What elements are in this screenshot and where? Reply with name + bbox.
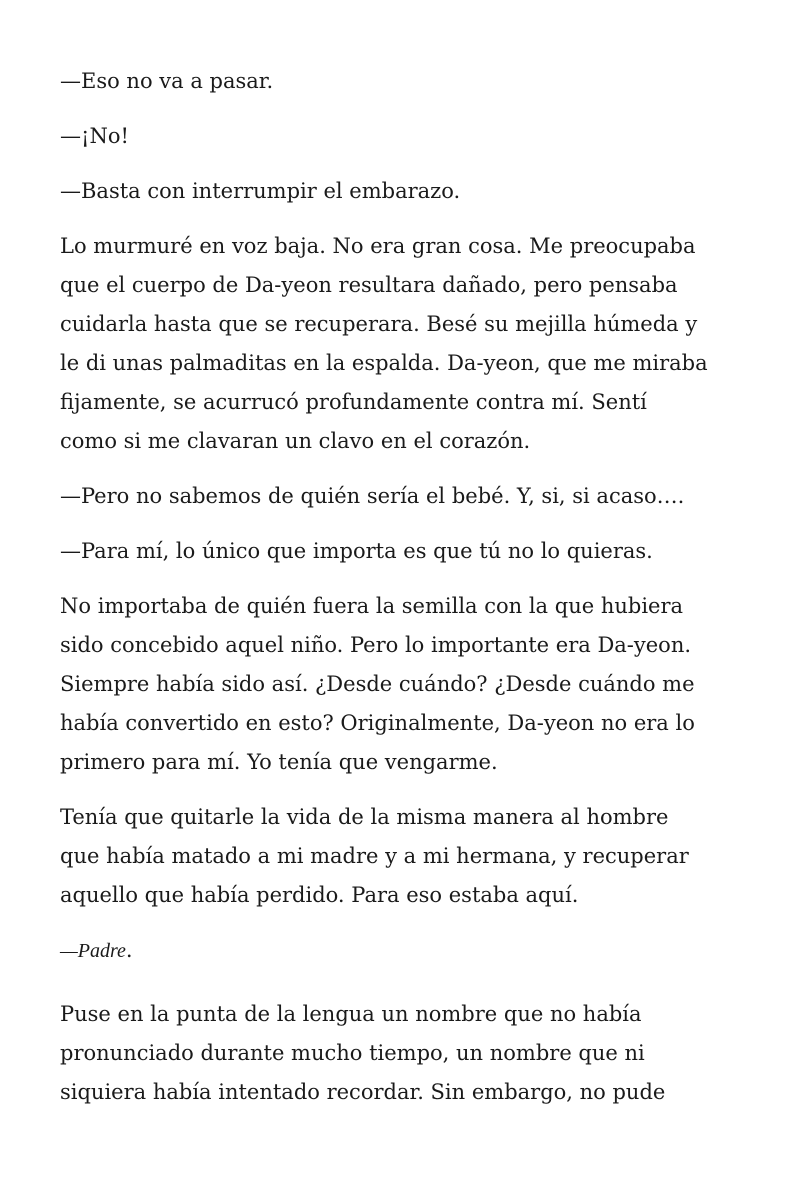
dialogue-line: —Basta con interrumpir el embarazo.	[60, 179, 461, 203]
paragraph-line: No importaba de quién fuera la semilla con la que hubiera	[60, 594, 684, 618]
paragraph-line: aquello que había perdido. Para eso estaba aquí.	[60, 883, 579, 907]
narrative-paragraph	[60, 798, 760, 915]
paragraph-line: que el cuerpo de Da-yeon resultara dañado, pero pensaba	[60, 273, 678, 297]
paragraph-line: Lo murmuré en voz baja. No era gran cosa. Me preocupaba	[60, 234, 696, 258]
paragraph-line: que había matado a mi madre y a mi hermana, y recuperar	[60, 844, 689, 868]
document-page	[60, 62, 760, 1128]
dialogue-line-italic	[60, 931, 760, 971]
paragraph-line: siquiera había intentado recordar. Sin embargo, no pude	[60, 1080, 666, 1104]
paragraph-line: primero para mí. Yo tenía que vengarme.	[60, 750, 498, 774]
dialogue-line: —Eso no va a pasar.	[60, 69, 274, 93]
paragraph-line: Puse en la punta de la lengua un nombre que no había	[60, 1002, 642, 1026]
narrative-paragraph	[60, 995, 760, 1112]
dialogue-line: —Para mí, lo único que importa es que tú no lo quieras.	[60, 539, 653, 563]
narrative-paragraph	[60, 227, 760, 461]
paragraph-line: como si me clavaran un clavo en el corazón.	[60, 429, 531, 453]
paragraph-line: sido concebido aquel niño. Pero lo importante era Da-yeon.	[60, 633, 692, 657]
paragraph-line: había convertido en esto? Originalmente, Da-yeon no era lo	[60, 711, 695, 735]
italic-word: —Padre	[60, 940, 126, 962]
paragraph-line: Tenía que quitarle la vida de la misma manera al hombre	[60, 805, 669, 829]
narrative-paragraph	[60, 587, 760, 782]
dialogue-punctuation: .	[125, 938, 133, 962]
paragraph-line: le di unas palmaditas en la espalda. Da-yeon, que me miraba	[60, 351, 708, 375]
paragraph-line: Siempre había sido así. ¿Desde cuándo? ¿Desde cuándo me	[60, 672, 695, 696]
paragraph-line: cuidarla hasta que se recuperara. Besé su mejilla húmeda y	[60, 312, 698, 336]
paragraph-line: pronunciado durante mucho tiempo, un nombre que ni	[60, 1041, 645, 1065]
paragraph-line: fijamente, se acurrucó profundamente contra mí. Sentí	[60, 390, 647, 414]
dialogue-line: —Pero no sabemos de quién sería el bebé. Y, si, si acaso….	[60, 484, 685, 508]
dialogue-line: —¡No!	[60, 124, 129, 148]
